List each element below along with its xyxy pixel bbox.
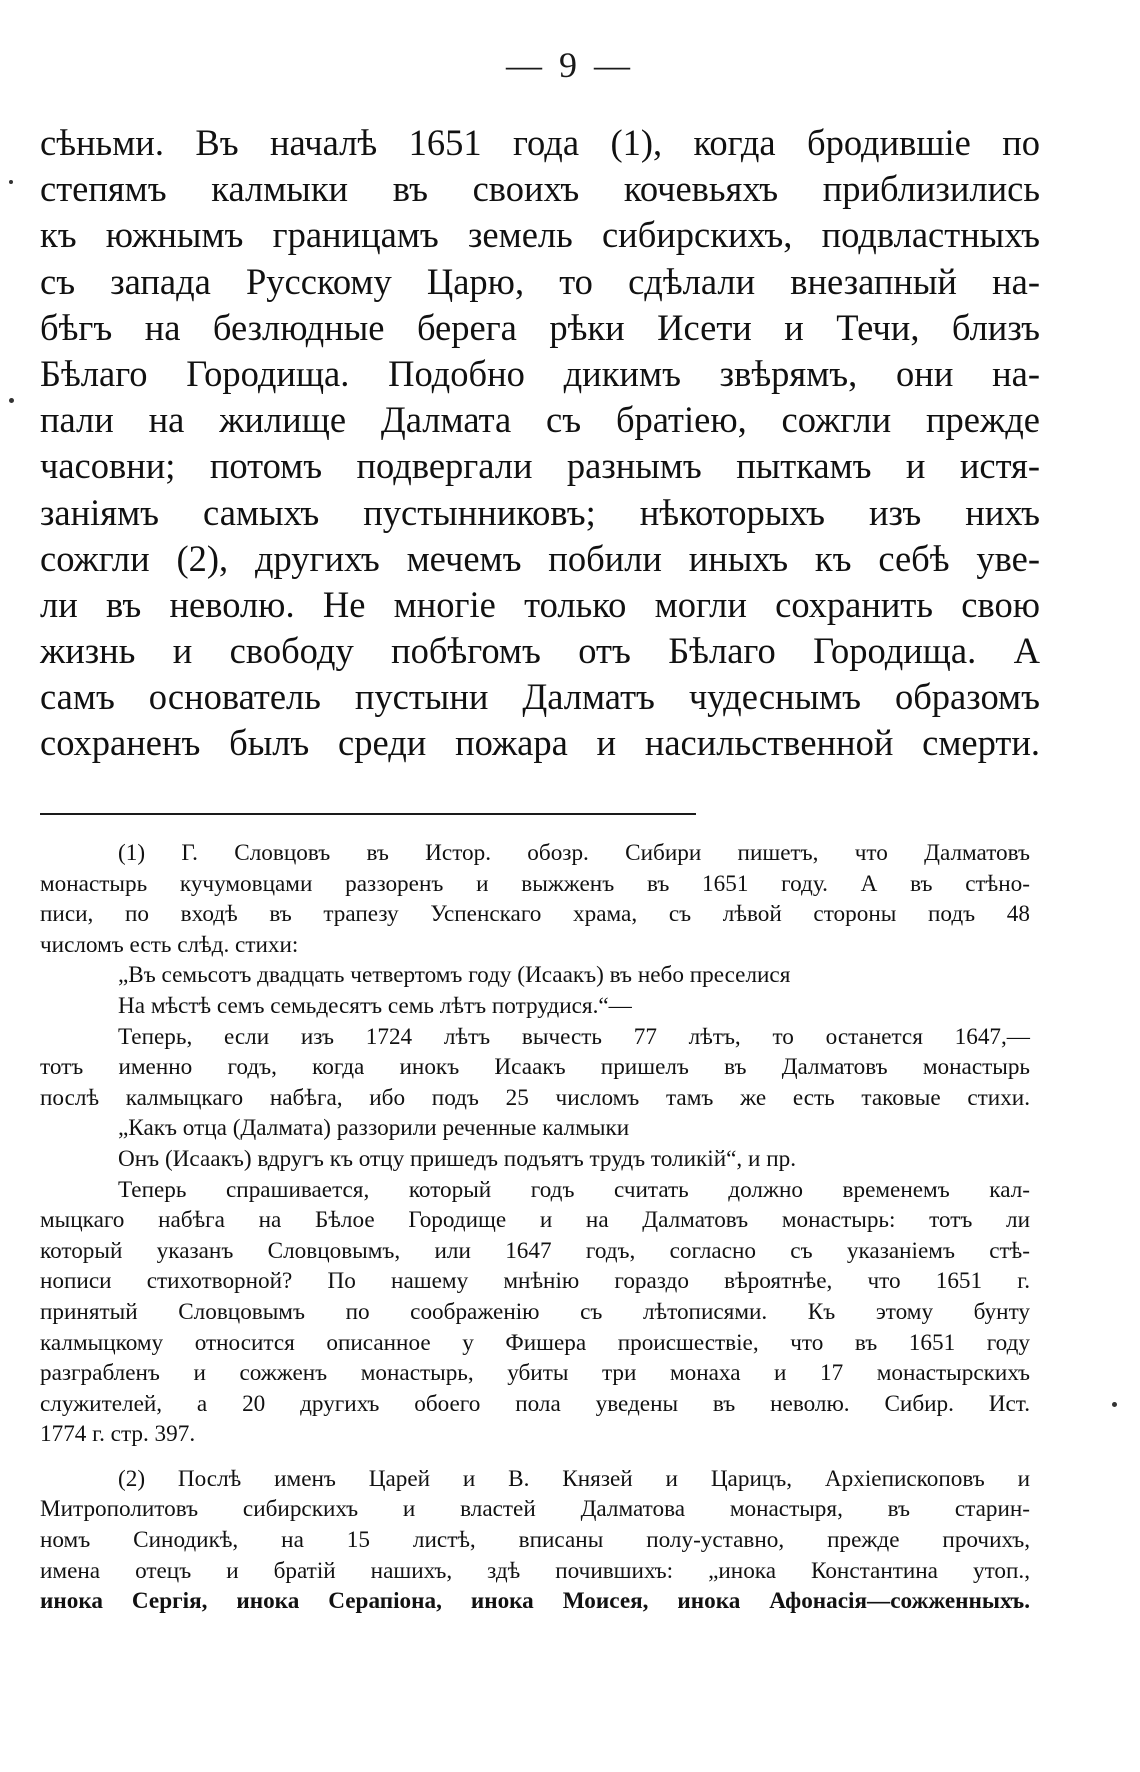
footnote-verse-line: „Какъ отца (Далмата) раззорили реченные калмыки [118, 1115, 630, 1142]
main-text-line: часовни; потомъ подвергали разнымъ пыткамъ и истя- [40, 445, 1040, 487]
main-text-line: самъ основатель пустыни Далматъ чудеснымъ образомъ [40, 676, 1040, 718]
footnote-gap [40, 1450, 1030, 1464]
main-text-line: сѣньми. Въ началѣ 1651 года (1), когда бродившіе по [40, 122, 1040, 163]
footnote-verse-line: Онъ (Исаакъ) вдругъ къ отцу пришедъ подъятъ трудъ толикій“, и пр. [118, 1145, 797, 1172]
main-text-line: жизнь и свободу побѣгомъ отъ Бѣлаго Городища. А [40, 630, 1040, 672]
footnote-line: принятый Словцовымъ по соображенію съ лѣтописями. Къ этому бунту [40, 1298, 1030, 1325]
main-text-line: пали на жилище Далмата съ братіею, сожгли прежде [40, 399, 1040, 441]
footnote-line: 1774 г. стр. 397. [40, 1421, 196, 1448]
footnote-line: Теперь спрашивается, который годъ считать должно временемъ кал- [118, 1176, 1030, 1203]
footnote-line: разграбленъ и сожженъ монастырь, убиты три монаха и 17 монастырскихъ [40, 1360, 1030, 1387]
footnote-line: имена отецъ и братій нашихъ, здѣ почившихъ: „инока Константина утоп., [40, 1557, 1030, 1584]
page-number: — 9 — [506, 45, 634, 85]
main-text-line: сохраненъ былъ среди пожара и насильственной смерти. [40, 722, 1040, 764]
main-text-line: бѣгъ на безлюдные берега рѣки Исети и Течи, близъ [40, 306, 1040, 348]
print-speck [1112, 1402, 1117, 1407]
main-text-line: Бѣлаго Городища. Подобно дикимъ звѣрямъ, они на- [40, 352, 1040, 394]
footnote-line: инока Сергія, инока Серапіона, инока Моисея, инока Афонасія—сожженныхъ. [40, 1588, 1030, 1615]
footnote-line: Теперь, если изъ 1724 лѣтъ вычесть 77 лѣтъ, то останется 1647,— [118, 1023, 1030, 1050]
main-text-block [40, 120, 1040, 767]
footnote-line: (1) Г. Словцовъ въ Истор. обозр. Сибири пишетъ, что Далматовъ [118, 840, 1030, 866]
footnote-line: (2) Послѣ именъ Царей и В. Князей и Царицъ, Архіепископовъ и [118, 1465, 1030, 1492]
footnote-2 [40, 1464, 1030, 1617]
footnotes-block [40, 838, 1030, 1617]
main-text-line: заніямъ самыхъ пустынниковъ; нѣкоторыхъ изъ нихъ [40, 491, 1040, 533]
footnote-verse-line: „Въ семьсотъ двадцать четвертомъ году (Исаакъ) въ небо преселися [118, 962, 791, 989]
footnote-line: который указанъ Словцовымъ, или 1647 годъ, согласно съ указаніемъ стѣ- [40, 1237, 1030, 1264]
footnote-line: служителей, а 20 другихъ обоего пола уведены въ неволю. Сибир. Ист. [40, 1390, 1030, 1417]
footnote-verse-line: На мѣстѣ семъ семьдесятъ семь лѣтъ потрудися.“— [118, 992, 632, 1019]
main-text-line: степямъ калмыки въ своихъ кочевьяхъ приблизились [40, 168, 1040, 210]
footnote-line: Митрополитовъ сибирскихъ и властей Далматова монастыря, въ старин- [40, 1496, 1030, 1523]
footnote-divider [40, 813, 696, 815]
main-text-line: съ запада Русскому Царю, то сдѣлали внезапный на- [40, 260, 1040, 302]
main-text-line: ли въ неволю. Не многіе только могли сохранить свою [40, 583, 1040, 625]
footnote-line: писи, по входѣ въ трапезу Успенскаго храма, съ лѣвой стороны подъ 48 [40, 901, 1030, 928]
main-text-line: къ южнымъ границамъ земель сибирскихъ, подвластныхъ [40, 214, 1040, 256]
footnote-line: числомъ есть слѣд. стихи: [40, 931, 299, 958]
print-speck [9, 398, 14, 403]
footnote-line: нописи стихотворной? По нашему мнѣнію гораздо вѣроятнѣе, что 1651 г. [40, 1268, 1030, 1295]
footnote-line: калмыцкому относится описанное у Фишера происшествіе, что въ 1651 году [40, 1329, 1030, 1356]
footnote-1 [40, 838, 1030, 1450]
footnote-line: мыцкаго набѣга на Бѣлое Городище и на Далматовъ монастырь: тотъ ли [40, 1207, 1030, 1234]
footnote-line: монастырь кучумовцами раззоренъ и выжженъ въ 1651 году. А въ стѣно- [40, 870, 1030, 897]
footnote-line: номъ Синодикѣ, на 15 листѣ, вписаны полу-уставно, прежде прочихъ, [40, 1527, 1030, 1554]
main-text-line: сожгли (2), другихъ мечемъ побили иныхъ къ себѣ уве- [40, 537, 1040, 579]
print-speck [9, 180, 13, 184]
footnote-line: тотъ именно годъ, когда инокъ Исаакъ пришелъ въ Далматовъ монастырь [40, 1054, 1030, 1081]
footnote-line: послѣ калмыцкаго набѣга, ибо подъ 25 числомъ тамъ же есть таковые стихи. [40, 1084, 1030, 1111]
